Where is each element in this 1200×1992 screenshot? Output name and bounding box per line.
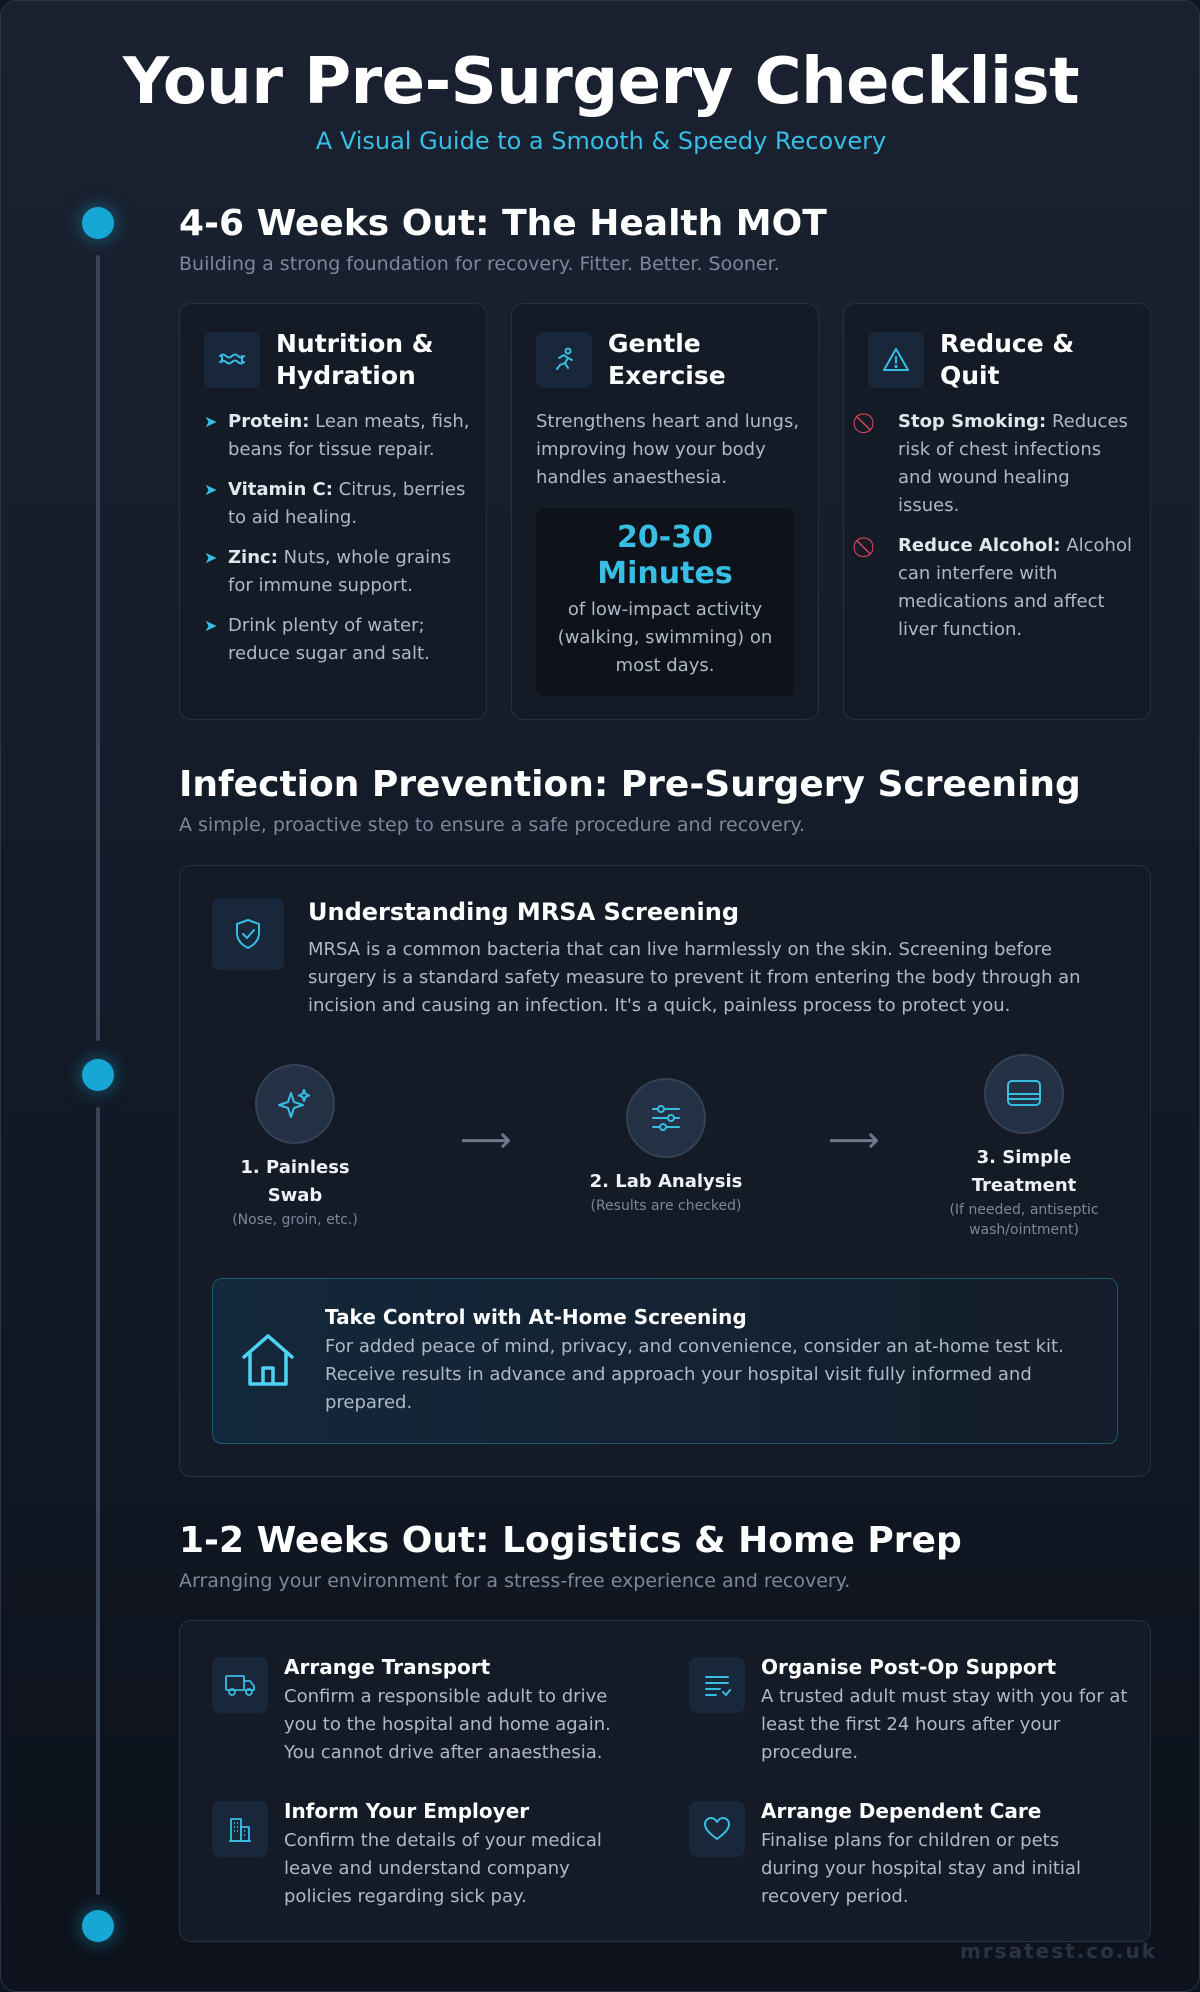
card-title: Reduce & Quit bbox=[940, 329, 1075, 390]
sliders-icon bbox=[626, 1078, 706, 1158]
mrsa-description: MRSA is a common bacteria that can live harmlessly on the skin. Screening before surgery is a standard safety measure to prevent it from entering the body through an incision and causing an infection. It's a quick, painless process to protect you. bbox=[308, 939, 1081, 1016]
shield-check-icon bbox=[212, 898, 284, 970]
section-subtitle: A simple, proactive step to ensure a safe procedure and recovery. bbox=[179, 814, 806, 836]
page-subtitle: A Visual Guide to a Smooth & Speedy Recovery bbox=[315, 127, 887, 155]
house-icon bbox=[239, 1331, 297, 1393]
truck-icon bbox=[212, 1657, 268, 1713]
warning-icon bbox=[868, 332, 924, 388]
exercise-description: Strengthens heart and lungs, improving how your body handles anaesthesia. bbox=[536, 411, 800, 488]
timeline-line bbox=[96, 255, 100, 1041]
list-item: ➤ Zinc: Nuts, whole grains for immune support. bbox=[204, 547, 451, 596]
list-item: ➤ Drink plenty of water; reduce sugar and salt. bbox=[204, 615, 430, 664]
list-item: Reduce Alcohol: Alcohol can interfere with medications and affect liver function. bbox=[898, 535, 1132, 640]
item-title: Inform Your Employer bbox=[284, 1799, 530, 1823]
section-title: Infection Prevention: Pre-Surgery Screening bbox=[179, 764, 1081, 805]
step-note: (Results are checked) bbox=[590, 1198, 742, 1214]
home-screening-title: Take Control with At-Home Screening bbox=[325, 1305, 747, 1329]
item-title: Organise Post-Op Support bbox=[761, 1655, 1057, 1679]
logistics-card bbox=[179, 1620, 1151, 1942]
footer-watermark: mrsatest.co.uk bbox=[959, 1939, 1157, 1963]
section-subtitle: Building a strong foundation for recovery. Fitter. Better. Sooner. bbox=[179, 253, 780, 275]
nutrition-card bbox=[179, 303, 487, 720]
arrow-right-icon: ⟶ bbox=[828, 1120, 880, 1161]
step-lab bbox=[576, 1078, 756, 1216]
item-description: Finalise plans for children or pets during your hospital stay and initial recovery period. bbox=[761, 1830, 1081, 1907]
list-item: Stop Smoking: Reduces risk of chest infections and wound healing issues. bbox=[898, 411, 1128, 516]
step-title: 1. Painless Swab bbox=[240, 1157, 350, 1206]
item-title: Arrange Transport bbox=[284, 1655, 491, 1679]
item-description: A trusted adult must stay with you for at least the first 24 hours after your procedure. bbox=[761, 1686, 1128, 1763]
section-subtitle: Arranging your environment for a stress-free experience and recovery. bbox=[179, 1570, 851, 1592]
step-swab bbox=[220, 1064, 370, 1230]
sparkle-icon bbox=[255, 1064, 335, 1144]
stat-value: 20-30 Minutes bbox=[597, 520, 733, 591]
mrsa-title: Understanding MRSA Screening bbox=[308, 898, 739, 926]
building-icon bbox=[212, 1801, 268, 1857]
tray-icon bbox=[984, 1054, 1064, 1134]
stat-text: of low-impact activity (walking, swimming) on most days. bbox=[557, 599, 773, 676]
list-item: ➤ Vitamin C: Citrus, berries to aid healing. bbox=[204, 479, 466, 528]
item-description: Confirm a responsible adult to drive you to the hospital and home again. You cannot drive after anaesthesia. bbox=[284, 1686, 611, 1763]
nutrition-list bbox=[204, 408, 472, 680]
step-treatment bbox=[938, 1054, 1110, 1240]
timeline-line bbox=[96, 1107, 100, 1895]
item-description: Confirm the details of your medical leave and understand company policies regarding sick pay. bbox=[284, 1830, 602, 1907]
running-icon bbox=[536, 332, 592, 388]
card-title: Gentle Exercise bbox=[608, 329, 726, 390]
step-note: (Nose, groin, etc.) bbox=[232, 1212, 358, 1228]
home-screening-panel bbox=[212, 1278, 1118, 1444]
screening-card bbox=[179, 865, 1151, 1477]
timeline-dot bbox=[82, 207, 114, 239]
step-title: 3. Simple Treatment bbox=[971, 1147, 1077, 1196]
step-note: (If needed, antiseptic wash/ointment) bbox=[949, 1202, 1099, 1238]
exercise-card bbox=[511, 303, 819, 720]
arrow-right-icon: ⟶ bbox=[460, 1120, 512, 1161]
card-title: Nutrition & Hydration bbox=[276, 329, 434, 390]
section-title: 1-2 Weeks Out: Logistics & Home Prep bbox=[179, 1520, 962, 1561]
reduce-list bbox=[868, 408, 1136, 656]
page-title: Your Pre-Surgery Checklist bbox=[122, 45, 1080, 119]
timeline-dot bbox=[82, 1910, 114, 1942]
list-icon bbox=[689, 1657, 745, 1713]
stat-box bbox=[536, 508, 794, 696]
timeline-dot bbox=[82, 1059, 114, 1091]
item-title: Arrange Dependent Care bbox=[761, 1799, 1042, 1823]
home-screening-description: For added peace of mind, privacy, and convenience, consider an at-home test kit. Receive results in advance and approach your hospital visit fully informed and prepared. bbox=[325, 1336, 1064, 1413]
list-item: ➤ Protein: Lean meats, fish, beans for tissue repair. bbox=[204, 411, 470, 460]
reduce-card bbox=[843, 303, 1151, 720]
section-title: 4-6 Weeks Out: The Health MOT bbox=[179, 203, 827, 244]
step-title: 2. Lab Analysis bbox=[589, 1171, 743, 1192]
waves-icon bbox=[204, 332, 260, 388]
heart-icon bbox=[689, 1801, 745, 1857]
